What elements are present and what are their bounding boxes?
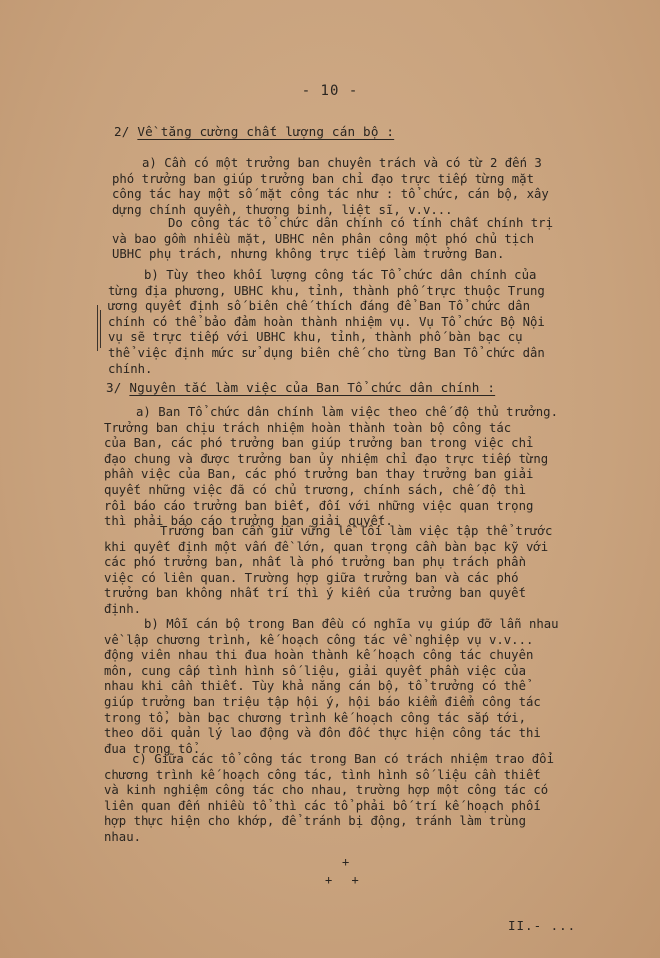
section-2-number: 2/ (114, 124, 130, 139)
text-line: các phó trưởng ban, nhất là phó trưởng ban phụ trách phần (104, 555, 526, 570)
text-line: định. (104, 601, 142, 616)
text-line: giúp trưởng ban triệu tập hội ý, hội báo kiểm điểm công tác (104, 694, 541, 709)
text-line: b) Tùy theo khối lượng công tác Tổ chức dân chính của (144, 268, 537, 282)
text-line: và kinh nghiệm công tác cho nhau, trường hợp một công tác có (104, 783, 549, 798)
text-line: thể việc định mức sử dụng biên chế cho từng Ban Tổ chức dân (108, 345, 545, 360)
text-line: chính có thể bảo đảm hoàn thành nhiệm vụ. Vụ Tổ chức Bộ Nội (108, 314, 545, 329)
continuation-marker: II.- ... (508, 918, 577, 933)
section-2-heading (114, 124, 394, 139)
text-line: ương quyết định số biên chế thích đáng để Ban Tổ chức dân (108, 299, 530, 314)
text-line: Trưởng ban cần giữ vững lề lối làm việc tập thể trước (160, 524, 553, 538)
text-line: b) Mỗi cán bộ trong Ban đều có nghĩa vụ giúp đỡ lẫn nhau (144, 617, 559, 631)
page-number: - 10 - (301, 83, 359, 99)
text-line: UBHC phụ trách, nhưng không trực tiếp làm trưởng Ban. (112, 247, 505, 262)
margin-mark (97, 305, 98, 351)
text-line: a) Cần có một trưởng ban chuyên trách và có từ 2 đến 3 (142, 156, 542, 170)
text-line: chính. (108, 361, 153, 376)
section-2-paragraph-a2 (112, 216, 602, 263)
text-line: Do công tác tổ chức dân chính có tính chất chính trị (168, 216, 553, 230)
text-line: dựng chính quyền, thương binh, liệt sĩ, v.v... (112, 202, 453, 217)
section-2-paragraph-a (112, 156, 602, 218)
text-line: hợp thực hiện cho khớp, để tránh bị động, tránh làm trùng (104, 814, 526, 829)
text-line: phần việc của Ban, các phó trưởng ban thay trưởng ban giải (104, 467, 534, 482)
text-line: quyết những việc đã có chủ trương, chính sách, chế độ thì (104, 482, 526, 497)
section-3-number: 3/ (106, 380, 122, 395)
text-line: và bao gồm nhiều mặt, UBHC nên phân công một phó chủ tịch (112, 231, 534, 246)
text-line: động viên nhau thi đua hoàn thành kế hoạch công tác chuyên (104, 648, 534, 663)
text-line: a) Ban Tổ chức dân chính làm việc theo chế độ thủ trưởng. (136, 405, 558, 419)
text-line: trưởng ban không nhất trí thì ý kiến của trưởng ban quyết (104, 586, 526, 601)
text-line: nhau khi cần thiết. Tùy khả năng cán bộ, tổ trưởng có thể (104, 679, 526, 694)
text-line: từng địa phương, UBHC khu, tỉnh, thành phố trực thuộc Trung (108, 283, 545, 298)
section-3-paragraph-a (104, 405, 604, 530)
text-line: môn, cung cấp tình hình số liệu, giải quyết phần việc của (104, 663, 526, 678)
section-2-title: Về tăng cường chất lượng cán bộ : (137, 124, 395, 139)
section-3-heading (106, 380, 495, 395)
text-line: việc có liên quan. Trường hợp giữa trưởng ban và các phó (104, 570, 519, 585)
section-3-paragraph-b (104, 617, 604, 757)
text-line: vụ sẽ trực tiếp với UBHC khu, tỉnh, thành phố bàn bạc cụ (108, 330, 523, 345)
text-line: c) Giữa các tổ công tác trong Ban có trách nhiệm trao đổi (132, 752, 554, 766)
text-line: thì phải báo cáo trưởng ban giải quyết. (104, 514, 393, 529)
text-line: đạo chung và được trưởng ban ủy nhiệm chỉ đạo trực tiếp từng (104, 451, 549, 466)
end-mark-top: + (342, 855, 350, 869)
text-line: phó trưởng ban giúp trưởng ban chỉ đạo trực tiếp từng mặt (112, 171, 534, 186)
section-3-paragraph-a2 (104, 524, 604, 618)
text-line: đua trong tổ. (104, 741, 201, 756)
section-3-title: Nguyên tắc làm việc của Ban Tổ chức dân chính : (129, 380, 496, 395)
text-line: khi quyết định một vấn đề lớn, quan trọng cần bàn bạc kỹ với (104, 539, 549, 554)
text-line: của Ban, các phó trưởng ban giúp trưởng ban trong việc chỉ (104, 436, 534, 451)
text-line: về lập chương trình, kế hoạch công tác về nghiệp vụ v.v... (104, 632, 534, 647)
text-line: theo dõi quản lý lao động và đôn đốc thực hiện công tác thi (104, 726, 541, 741)
text-line: trong tổ, bàn bạc chương trình kế hoạch công tác sắp tới, (104, 710, 526, 725)
text-line: liên quan đến nhiều tổ thì các tổ phải bố trí kế hoạch phối (104, 798, 541, 813)
text-line: Trưởng ban chịu trách nhiệm hoàn thành toàn bộ công tác (104, 420, 512, 435)
section-2-paragraph-b (108, 268, 598, 377)
text-line: nhau. (104, 829, 142, 844)
text-line: công tác hay một số mặt công tác như : tổ chức, cán bộ, xây (112, 187, 549, 202)
section-3-paragraph-c (104, 752, 604, 846)
text-line: rồi báo cáo trưởng ban biết, đối với những việc quan trọng (104, 498, 534, 513)
end-mark-bottom: + + (325, 873, 365, 887)
margin-mark (100, 310, 101, 348)
text-line: chương trình kế hoạch công tác, tình hình số liệu cần thiết (104, 767, 541, 782)
